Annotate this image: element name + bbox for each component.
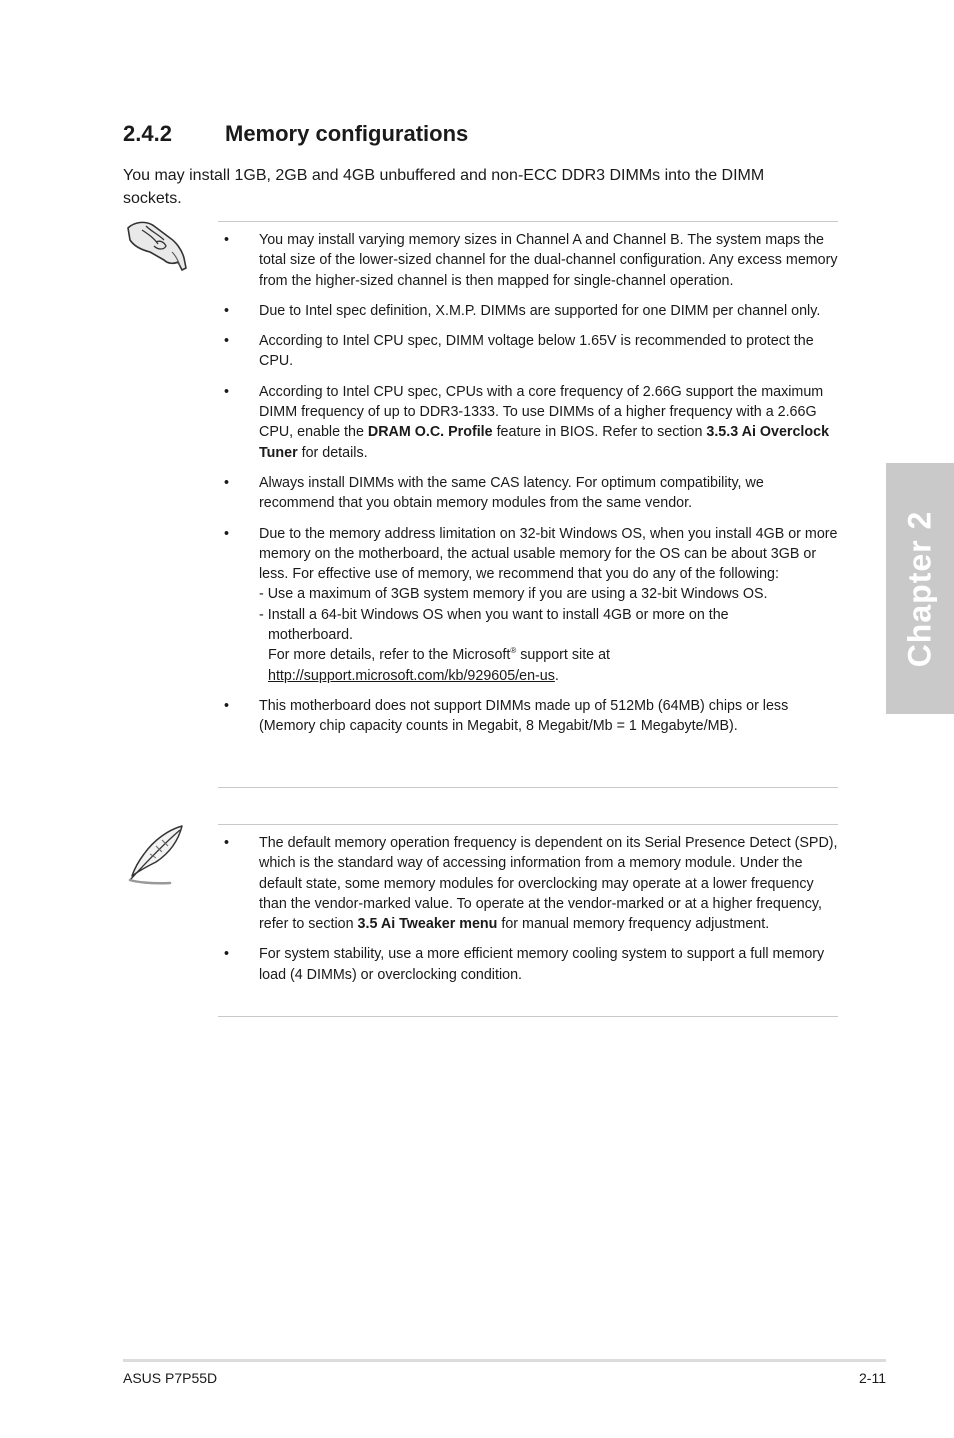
item-text: For system stability, use a more efficient memory cooling system to support a full memory load (4 DIMMs) or overclocking condition. <box>259 946 825 983</box>
list-item <box>218 331 840 372</box>
bullet: • <box>224 383 230 400</box>
item-text: for manual memory frequency adjustment. <box>497 916 770 933</box>
list-item <box>218 301 840 321</box>
item-text: You may install varying memory sizes in Channel A and Channel B. The system maps the total size of the lower-sized channel for the dual-channel configuration. Any excess memory from the higher-sized channel is then mapped for single-channel operation. <box>259 232 838 289</box>
bullet: • <box>224 474 230 491</box>
bullet: • <box>224 302 230 319</box>
important-list <box>218 230 840 747</box>
list-item <box>218 833 840 934</box>
registered-mark: ® <box>510 646 517 656</box>
bullet: • <box>224 946 230 963</box>
footer-product: ASUS P7P55D <box>123 1370 218 1386</box>
item-text: This motherboard does not support DIMMs made up of 512Mb (64MB) chips or less (Memory chip capacity counts in Megabit, 8 Megabit/Mb = 1 Megabyte/MB). <box>259 697 789 735</box>
list-item <box>218 944 840 985</box>
item-text: Always install DIMMs with the same CAS latency. For optimum compatibility, we recommend that you obtain memory modules from the same vendor. <box>259 474 764 512</box>
section-title: Memory configurations <box>225 121 469 146</box>
section-heading <box>123 121 468 147</box>
section-number: 2.4.2 <box>123 121 172 146</box>
page-number: 2-11 <box>859 1370 886 1386</box>
list-item <box>218 382 840 463</box>
link-line <box>259 666 840 686</box>
list-item <box>218 696 840 737</box>
list-item <box>218 473 840 514</box>
more-details-text: support site at <box>516 647 611 664</box>
bullet: • <box>224 835 230 851</box>
section-reference: 3.5 Ai Tweaker menu <box>357 916 498 933</box>
bullet: • <box>224 333 230 350</box>
list-item <box>218 524 840 686</box>
item-text: The default memory operation frequency is dependent on its Serial Presence Detect (SPD), which is the standard way of accessing information from a memory module. Under the default state, some memory modules for overclocking may operate at a lower frequency than the vendor-marked value. To operate at the vendor-marked or at a higher frequency, refer to section <box>259 835 838 933</box>
pen-icon <box>122 822 190 886</box>
section-reference: 3.5.3 Ai Overclock Tuner <box>259 424 830 461</box>
hand-icon <box>124 216 188 274</box>
item-text: for details. <box>297 444 368 461</box>
more-details <box>259 645 840 665</box>
list-item <box>218 230 840 291</box>
item-text: According to Intel CPU spec, DIMM voltage below 1.65V is recommended to protect the CPU. <box>259 333 814 370</box>
sub-item-continued: motherboard. <box>268 627 354 644</box>
note-box <box>218 824 838 1017</box>
chapter-tab <box>886 463 954 714</box>
microsoft-support-link[interactable]: http://support.microsoft.com/kb/929605/en-us <box>268 667 555 684</box>
item-text: Due to the memory address limitation on 32-bit Windows OS, when you install 4GB or more memory on the motherboard, the actual usable memory for the OS can be about 3GB or less. For effective use of memory, we recommend that you do any of the following: <box>259 525 838 583</box>
link-period: . <box>554 667 559 684</box>
intro-paragraph: You may install 1GB, 2GB and 4GB unbuffered and non-ECC DDR3 DIMMs into the DIMM sockets. <box>123 167 765 207</box>
important-box <box>218 221 838 788</box>
sub-item: - Use a maximum of 3GB system memory if you are using a 32-bit Windows OS. <box>259 586 768 603</box>
more-details-text: For more details, refer to the Microsoft <box>268 647 511 664</box>
item-text: feature in BIOS. Refer to section <box>492 424 707 441</box>
bios-option-name: DRAM O.C. Profile <box>367 424 493 441</box>
note-list <box>218 833 840 995</box>
item-text: Due to Intel spec definition, X.M.P. DIMMs are supported for one DIMM per channel only. <box>259 302 821 319</box>
bullet: • <box>224 697 230 714</box>
sub-item: - Install a 64-bit Windows OS when you want to install 4GB or more on the <box>259 606 729 623</box>
item-text: According to Intel CPU spec, CPUs with a core frequency of 2.66G support the maximum DIMM frequency of up to DDR3-1333. To use DIMMs of a higher frequency with a 2.66G CPU, enable the <box>259 383 824 441</box>
bullet: • <box>224 525 230 542</box>
chapter-label: Chapter 2 <box>901 510 938 667</box>
bullet: • <box>224 232 230 248</box>
footer-divider <box>123 1359 886 1362</box>
